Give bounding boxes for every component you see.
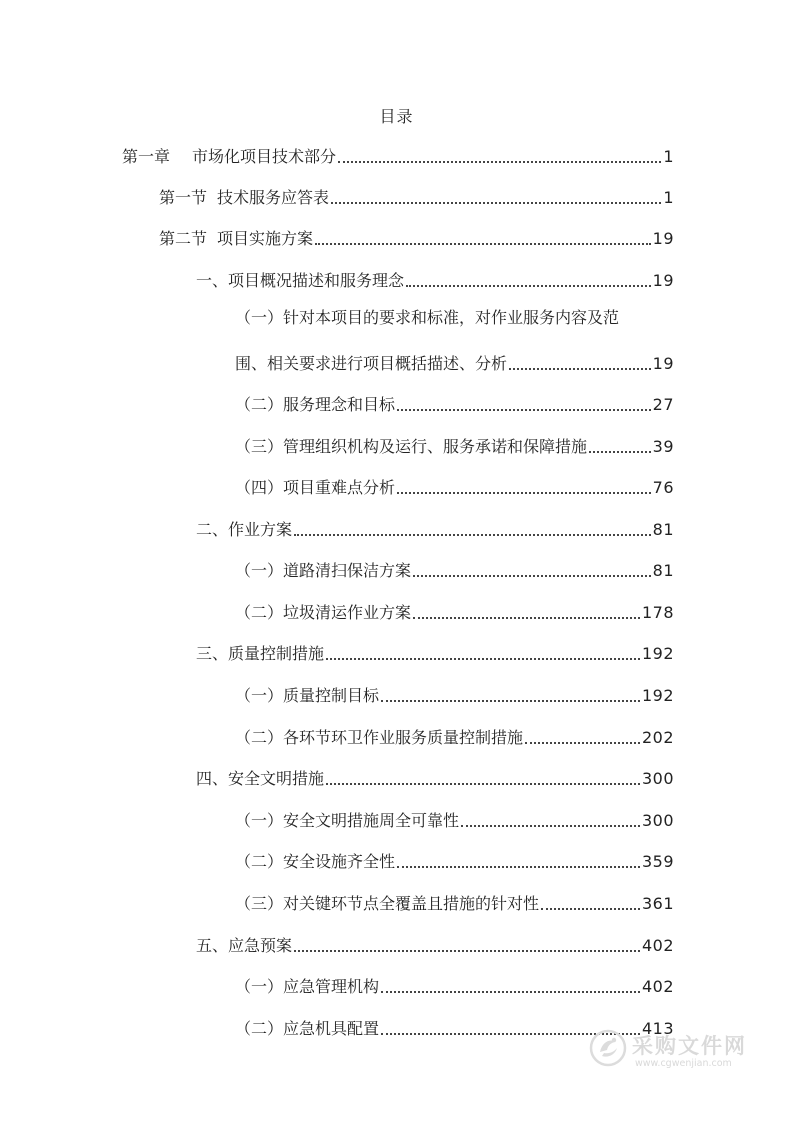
dot-leader	[326, 783, 640, 785]
toc-entry-part-3[interactable]	[196, 637, 674, 665]
toc-entry-page: 402	[641, 936, 674, 955]
dot-leader	[589, 451, 651, 453]
toc-entry-text: 一、项目概况描述和服务理念	[196, 271, 405, 290]
dot-leader	[326, 658, 640, 660]
toc-entry-page: 19	[652, 354, 674, 373]
toc-entry-page: 1	[663, 147, 674, 166]
toc-entry-part-4-3[interactable]	[235, 887, 674, 915]
toc-entry-page: 402	[641, 977, 674, 996]
watermark	[588, 1028, 758, 1074]
toc-entry-text: 技术服务应答表	[217, 188, 330, 207]
toc-entry-part-1-3[interactable]	[235, 430, 674, 458]
dot-leader	[338, 161, 661, 163]
toc-entry-part-1-1-line-1[interactable]: （一）针对本项目的要求和标准，对作业服务内容及范	[235, 308, 620, 327]
toc-entry-part-2-1[interactable]	[235, 554, 674, 582]
toc-entry-text: 围、相关要求进行项目概括描述、分析	[235, 354, 508, 373]
toc-entry-text: （二）应急机具配置	[235, 1019, 380, 1038]
toc-entry-text: 三、质量控制措施	[196, 644, 325, 663]
toc-entry-text: （二）安全设施齐全性	[235, 852, 396, 871]
toc-entry-page: 27	[652, 395, 674, 414]
toc-entry-label	[122, 146, 336, 168]
toc-entry-text: （三）对关键环节点全覆盖且措施的针对性	[235, 894, 540, 913]
toc-entry-section-1[interactable]	[159, 181, 674, 209]
dot-leader	[381, 700, 640, 702]
toc-entry-text: 四、安全文明措施	[196, 769, 325, 788]
toc-entry-part-1-2[interactable]	[235, 388, 674, 416]
toc-entry-page: 39	[652, 437, 674, 456]
toc-entry-part-5[interactable]	[196, 929, 674, 957]
toc-entry-number: 第二节	[159, 229, 208, 248]
toc-entry-text: （一）质量控制目标	[235, 686, 380, 705]
toc-entry-text: 市场化项目技术部分	[192, 147, 337, 166]
toc-entry-number: 第一章	[122, 147, 171, 166]
dot-leader	[461, 825, 640, 827]
toc-entry-part-4-2[interactable]	[235, 845, 674, 873]
toc-entry-page: 81	[652, 561, 674, 580]
toc-entry-text: （二）服务理念和目标	[235, 395, 396, 414]
toc-entry-text: 二、作业方案	[196, 520, 293, 539]
toc-entry-text: （二）垃圾清运作业方案	[235, 603, 412, 622]
toc-entry-page: 81	[652, 520, 674, 539]
toc-entry-section-2[interactable]	[159, 222, 674, 250]
dot-leader	[315, 243, 651, 245]
dot-leader	[397, 409, 651, 411]
toc-entry-text: 五、应急预案	[196, 936, 293, 955]
dot-leader	[294, 950, 640, 952]
dot-leader	[509, 368, 651, 370]
toc-entry-page: 300	[641, 811, 674, 830]
toc-entry-page: 192	[641, 686, 674, 705]
toc-entry-page: 1	[663, 188, 674, 207]
toc-entry-text: （一）安全文明措施周全可靠性	[235, 811, 460, 830]
dot-leader	[397, 492, 651, 494]
toc-entry-part-5-1[interactable]	[235, 970, 674, 998]
dot-leader	[413, 575, 651, 577]
toc-entry-page: 413	[641, 1019, 674, 1038]
toc-entry-text: （一）应急管理机构	[235, 977, 380, 996]
toc-entry-text: （三）管理组织机构及运行、服务承诺和保障措施	[235, 437, 588, 456]
toc-entry-number: 第一节	[159, 188, 208, 207]
toc-entry-page: 192	[641, 644, 674, 663]
dot-leader	[381, 991, 640, 993]
toc-entry-part-1-4[interactable]	[235, 471, 674, 499]
toc-entry-page: 19	[652, 271, 674, 290]
dot-leader	[525, 742, 640, 744]
dot-leader	[541, 908, 640, 910]
toc-entry-part-4[interactable]	[196, 762, 674, 790]
toc-entry-text: （二）各环节环卫作业服务质量控制措施	[235, 728, 524, 747]
toc-entry-text: （四）项目重难点分析	[235, 478, 396, 497]
toc-entry-label	[159, 228, 313, 250]
toc-entry-label	[159, 187, 329, 209]
watermark-name: 采购文件网	[632, 1034, 747, 1058]
toc-entry-page: 359	[641, 852, 674, 871]
dot-leader	[413, 617, 640, 619]
toc-entry-part-2-2[interactable]	[235, 596, 674, 624]
toc-entry-part-3-2[interactable]	[235, 721, 674, 749]
toc-entry-part-2[interactable]	[196, 513, 674, 541]
toc-entry-part-1[interactable]	[196, 264, 674, 292]
toc-entry-part-3-1[interactable]	[235, 679, 674, 707]
dot-leader	[331, 202, 661, 204]
toc-entry-text: （一）道路清扫保洁方案	[235, 561, 412, 580]
toc-entry-page: 202	[641, 728, 674, 747]
dot-leader	[397, 866, 640, 868]
toc-entry-page: 300	[641, 769, 674, 788]
dot-leader	[294, 534, 651, 536]
cgwenjian-logo-icon	[588, 1028, 628, 1068]
toc-title: 目录	[379, 107, 414, 126]
watermark-url: www.cgwenjian.com	[635, 1058, 732, 1069]
toc-entry-chapter-1[interactable]	[122, 140, 674, 168]
toc-entry-page: 178	[641, 603, 674, 622]
toc-entry-page: 361	[641, 894, 674, 913]
toc-entry-part-1-1[interactable]	[235, 347, 674, 375]
toc-entry-part-4-1[interactable]	[235, 804, 674, 832]
dot-leader	[406, 285, 651, 287]
toc-entry-page: 19	[652, 229, 674, 248]
toc-entry-page: 76	[652, 478, 674, 497]
toc-entry-text: 项目实施方案	[217, 229, 314, 248]
